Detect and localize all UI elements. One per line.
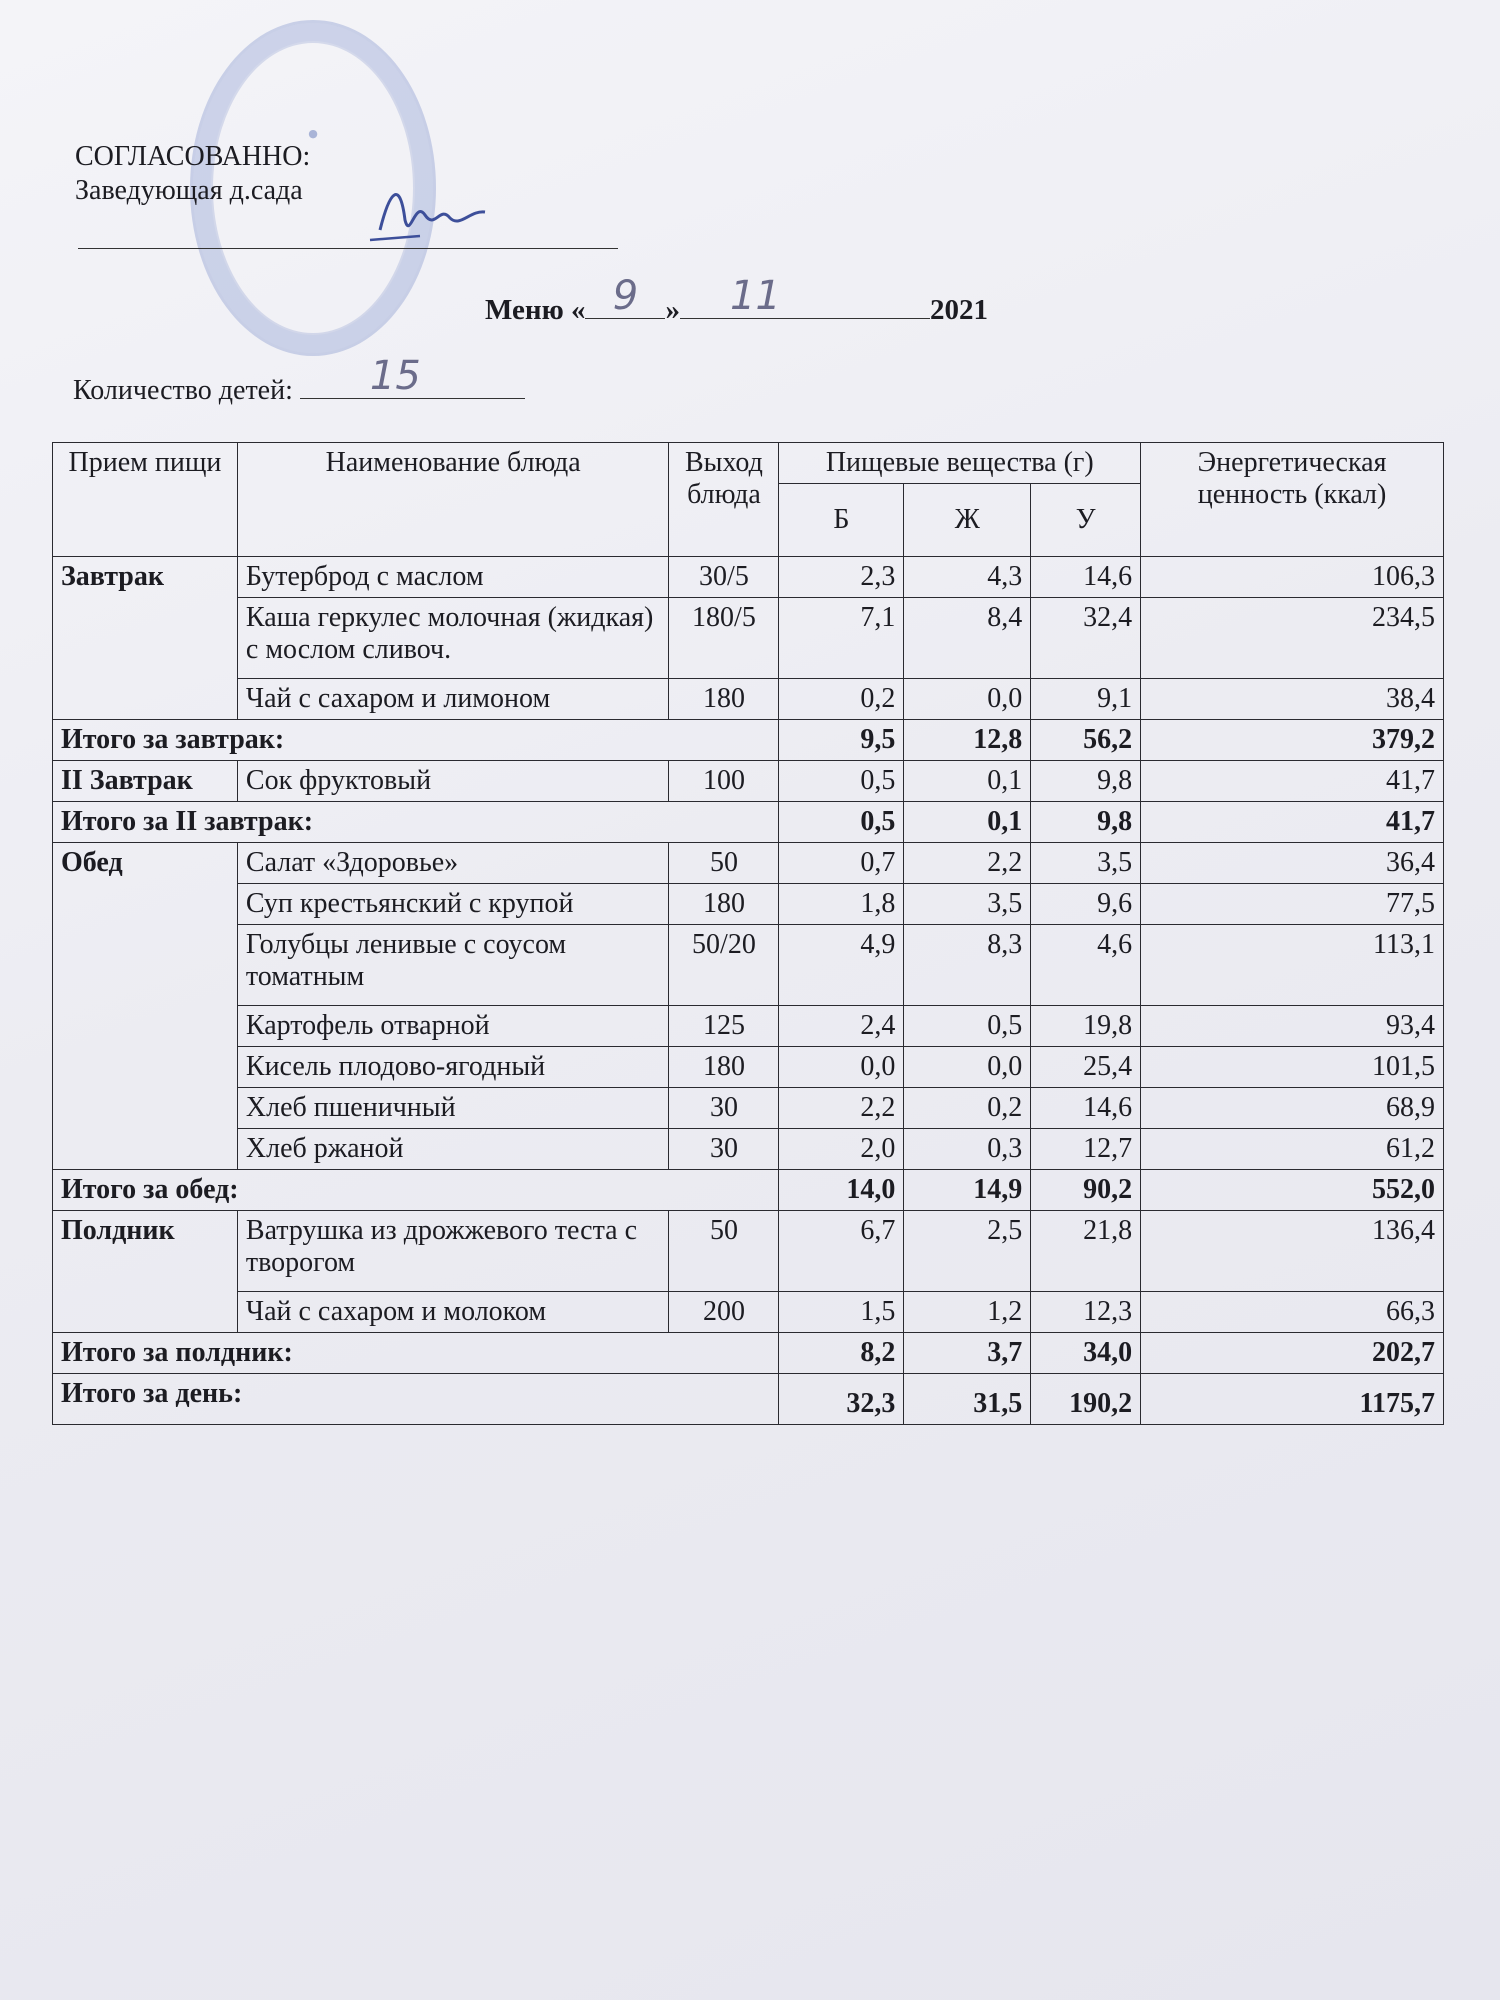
table-row [53,1292,1444,1333]
fat-cell: 0,3 [904,1129,1031,1170]
table-row [53,1047,1444,1088]
fat-cell: 0,2 [904,1088,1031,1129]
energy-cell: 77,5 [1141,884,1444,925]
total-row [53,720,1444,761]
meal-cell: II Завтрак [53,761,238,802]
total-carbs: 56,2 [1031,720,1141,761]
total-protein: 9,5 [779,720,904,761]
yield-cell: 100 [669,761,779,802]
signature-line [78,248,618,249]
dish-cell: Голубцы ленивые с соусом томатным [237,925,669,1006]
carbs-cell: 3,5 [1031,843,1141,884]
fat-cell: 8,3 [904,925,1031,1006]
approval-position: Заведующая д.сада [75,175,303,206]
table-row [53,1006,1444,1047]
protein-cell: 2,2 [779,1088,904,1129]
col-fat: Ж [904,484,1031,557]
fat-cell: 0,5 [904,1006,1031,1047]
carbs-cell: 21,8 [1031,1211,1141,1292]
total-row [53,1333,1444,1374]
dish-cell: Суп крестьянский с крупой [237,884,669,925]
yield-cell: 125 [669,1006,779,1047]
protein-cell: 0,0 [779,1047,904,1088]
day-total-label: Итого за день: [53,1374,779,1425]
menu-mid: » [665,294,680,326]
dish-cell: Кисель плодово-ягодный [237,1047,669,1088]
energy-cell: 106,3 [1141,557,1444,598]
table-row [53,557,1444,598]
total-label: Итого за полдник: [53,1333,779,1374]
col-energy: Энергетическая ценность (ккал) [1141,443,1444,557]
carbs-cell: 25,4 [1031,1047,1141,1088]
dish-cell: Чай с сахаром и лимоном [237,679,669,720]
table-row [53,884,1444,925]
fat-cell: 3,5 [904,884,1031,925]
meal-cell: Завтрак [53,557,238,720]
energy-cell: 66,3 [1141,1292,1444,1333]
col-protein: Б [779,484,904,557]
kids-label: Количество детей: [73,375,293,406]
carbs-cell: 32,4 [1031,598,1141,679]
yield-cell: 50 [669,843,779,884]
dish-cell: Хлеб пшеничный [237,1088,669,1129]
total-label: Итого за завтрак: [53,720,779,761]
day-total-row [53,1374,1444,1425]
yield-cell: 30/5 [669,557,779,598]
fat-cell: 2,5 [904,1211,1031,1292]
fat-cell: 8,4 [904,598,1031,679]
total-energy: 552,0 [1141,1170,1444,1211]
round-stamp: ● [190,20,436,356]
day-total-carbs: 190,2 [1031,1374,1141,1425]
protein-cell: 7,1 [779,598,904,679]
energy-cell: 234,5 [1141,598,1444,679]
total-protein: 0,5 [779,802,904,843]
menu-year: 2021 [929,294,988,326]
yield-cell: 30 [669,1088,779,1129]
fat-cell: 0,1 [904,761,1031,802]
day-total-fat: 31,5 [904,1374,1031,1425]
energy-cell: 36,4 [1141,843,1444,884]
fat-cell: 1,2 [904,1292,1031,1333]
dish-cell: Бутерброд с маслом [237,557,669,598]
kids-value: 15 [369,353,421,399]
fat-cell: 2,2 [904,843,1031,884]
carbs-cell: 9,8 [1031,761,1141,802]
yield-cell: 180 [669,884,779,925]
carbs-cell: 12,3 [1031,1292,1141,1333]
approval-title: СОГЛАСОВАННО: [75,141,311,172]
table-row [53,925,1444,1006]
protein-cell: 1,8 [779,884,904,925]
menu-prefix: Меню « [485,294,586,326]
table-row [53,598,1444,679]
total-carbs: 34,0 [1031,1333,1141,1374]
total-row [53,802,1444,843]
col-nutrients: Пищевые вещества (г) [779,443,1141,484]
total-carbs: 90,2 [1031,1170,1141,1211]
yield-cell: 50 [669,1211,779,1292]
table-row [53,1088,1444,1129]
protein-cell: 0,2 [779,679,904,720]
dish-cell: Сок фруктовый [237,761,669,802]
energy-cell: 101,5 [1141,1047,1444,1088]
total-energy: 41,7 [1141,802,1444,843]
energy-cell: 38,4 [1141,679,1444,720]
day-value: 9 [612,273,639,319]
protein-cell: 1,5 [779,1292,904,1333]
total-protein: 8,2 [779,1333,904,1374]
carbs-cell: 14,6 [1031,1088,1141,1129]
total-carbs: 9,8 [1031,802,1141,843]
month-value: 11 [729,273,781,319]
kids-count-line [73,353,525,407]
table-row [53,843,1444,884]
dish-cell: Хлеб ржаной [237,1129,669,1170]
table-row [53,761,1444,802]
protein-cell: 2,0 [779,1129,904,1170]
energy-cell: 93,4 [1141,1006,1444,1047]
protein-cell: 2,3 [779,557,904,598]
total-row [53,1170,1444,1211]
col-carbs: У [1031,484,1141,557]
menu-table [52,442,1444,1425]
fat-cell: 0,0 [904,679,1031,720]
dish-cell: Картофель отварной [237,1006,669,1047]
carbs-cell: 19,8 [1031,1006,1141,1047]
total-energy: 202,7 [1141,1333,1444,1374]
total-fat: 3,7 [904,1333,1031,1374]
header-row [53,443,1444,484]
table-row [53,1211,1444,1292]
dish-cell: Чай с сахаром и молоком [237,1292,669,1333]
approval-block [75,140,310,208]
yield-cell: 180/5 [669,598,779,679]
fat-cell: 4,3 [904,557,1031,598]
meal-cell: Обед [53,843,238,1170]
dish-cell: Каша геркулес молочная (жидкая) с мослом сливоч. [237,598,669,679]
total-fat: 12,8 [904,720,1031,761]
fat-cell: 0,0 [904,1047,1031,1088]
energy-cell: 113,1 [1141,925,1444,1006]
day-total-energy: 1175,7 [1141,1374,1444,1425]
protein-cell: 2,4 [779,1006,904,1047]
yield-cell: 200 [669,1292,779,1333]
total-fat: 0,1 [904,802,1031,843]
dish-cell: Ватрушка из дрожжевого теста с творогом [237,1211,669,1292]
day-blank [585,273,665,319]
menu-title [485,273,988,327]
table-row [53,1129,1444,1170]
carbs-cell: 12,7 [1031,1129,1141,1170]
energy-cell: 68,9 [1141,1088,1444,1129]
protein-cell: 6,7 [779,1211,904,1292]
total-label: Итого за обед: [53,1170,779,1211]
carbs-cell: 9,1 [1031,679,1141,720]
total-energy: 379,2 [1141,720,1444,761]
carbs-cell: 4,6 [1031,925,1141,1006]
dish-cell: Салат «Здоровье» [237,843,669,884]
total-label: Итого за II завтрак: [53,802,779,843]
carbs-cell: 9,6 [1031,884,1141,925]
yield-cell: 30 [669,1129,779,1170]
col-yield: Выход блюда [669,443,779,557]
protein-cell: 0,5 [779,761,904,802]
yield-cell: 50/20 [669,925,779,1006]
meal-cell: Полдник [53,1211,238,1333]
kids-blank [300,353,525,399]
month-blank [680,273,930,319]
energy-cell: 61,2 [1141,1129,1444,1170]
col-meal: Прием пищи [53,443,238,557]
protein-cell: 0,7 [779,843,904,884]
total-fat: 14,9 [904,1170,1031,1211]
col-dish: Наименование блюда [237,443,669,557]
protein-cell: 4,9 [779,925,904,1006]
energy-cell: 41,7 [1141,761,1444,802]
yield-cell: 180 [669,679,779,720]
table-row [53,679,1444,720]
energy-cell: 136,4 [1141,1211,1444,1292]
day-total-protein: 32,3 [779,1374,904,1425]
carbs-cell: 14,6 [1031,557,1141,598]
yield-cell: 180 [669,1047,779,1088]
signature-mark [360,170,500,260]
total-protein: 14,0 [779,1170,904,1211]
